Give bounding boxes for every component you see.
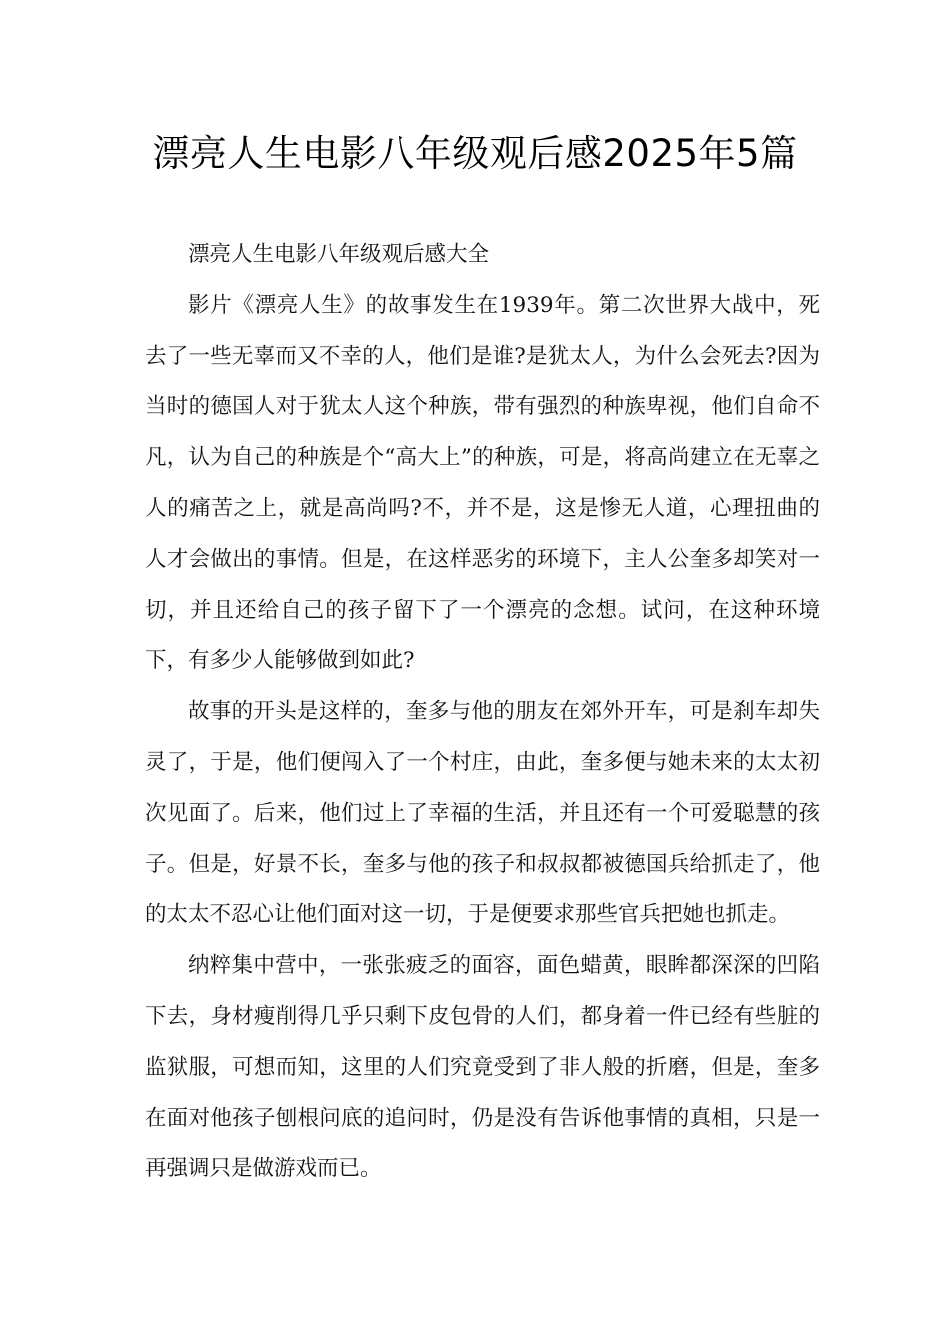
paragraph: 纳粹集中营中，一张张疲乏的面容，面色蜡黄，眼眸都深深的凹陷下去，身材瘦削得几乎只剩下皮包骨的人们，都身着一件已经有些脏的监狱服，可想而知，这里的人们究竟受到了非人般的折磨，但是，奎多在面对他孩子刨根问底的追问时，仍是没有告诉他事情的真相，只是一再强调只是做游戏而已。 bbox=[145, 953, 820, 1182]
document-body bbox=[145, 230, 820, 1195]
paragraph: 影片《漂亮人生》的故事发生在1939年。第二次世界大战中，死去了一些无辜而又不幸的人，他们是谁?是犹太人，为什么会死去?因为当时的德国人对于犹太人这个种族，带有强烈的种族卑视，他们自命不凡，认为自己的种族是个“高大上”的种族，可是，将高尚建立在无辜之人的痛苦之上，就是高尚吗?不，并不是，这是惨无人道，心理扭曲的人才会做出的事情。但是，在这样恶劣的环境下，主人公奎多却笑对一切，并且还给自己的孩子留下了一个漂亮的念想。试问，在这种环境下，有多少人能够做到如此? bbox=[145, 292, 820, 674]
paragraph: 故事的开头是这样的，奎多与他的朋友在郊外开车，可是刹车却失灵了，于是，他们便闯入了一个村庄，由此，奎多便与她未来的太太初次见面了。后来，他们过上了幸福的生活，并且还有一个可爱聪慧的孩子。但是，好景不长，奎多与他的孩子和叔叔都被德国兵给抓走了，他的太太不忍心让他们面对这一切，于是便要求那些官兵把她也抓走。 bbox=[145, 699, 820, 928]
document-title: 漂亮人生电影八年级观后感2025年5篇 bbox=[152, 132, 798, 175]
document-subtitle: 漂亮人生电影八年级观后感大全 bbox=[188, 242, 490, 267]
